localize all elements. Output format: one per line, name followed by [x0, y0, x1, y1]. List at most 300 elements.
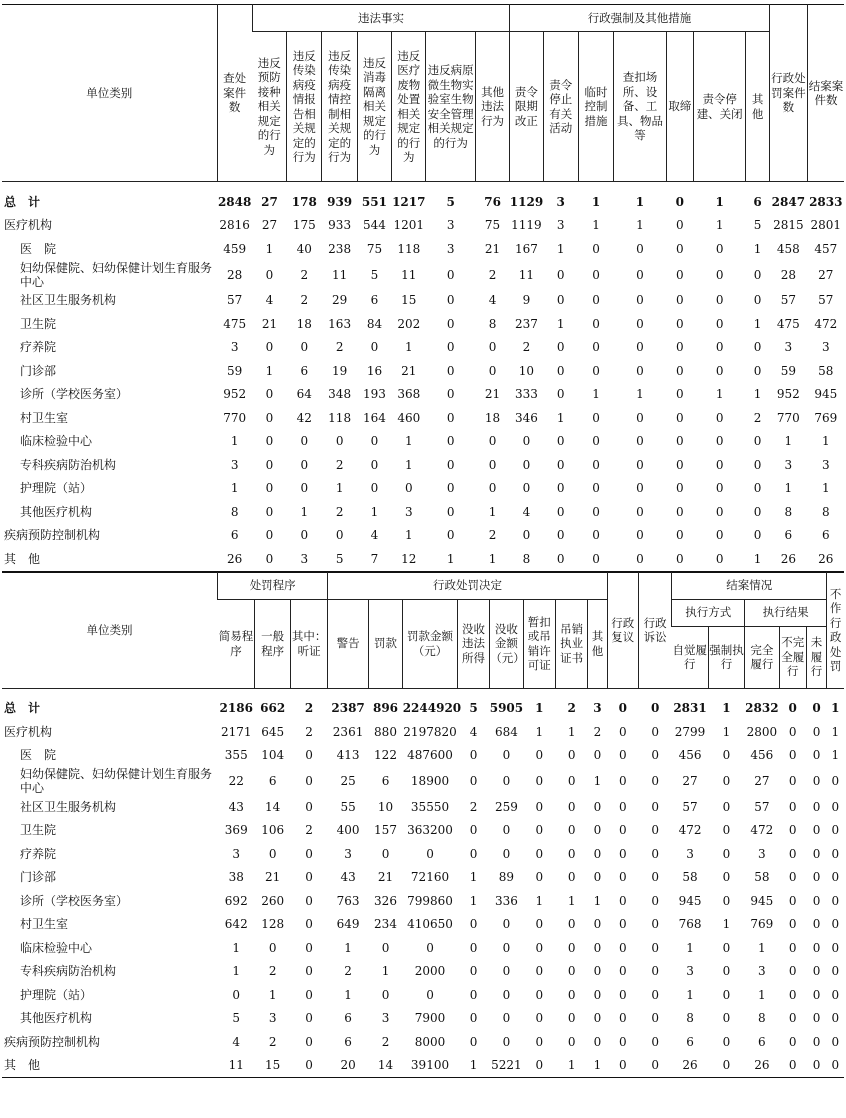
penalty-table-body — [2, 688, 844, 1078]
table-cell: 684 — [494, 724, 518, 739]
table-cell: 2 — [593, 724, 602, 739]
table-cell: 0 — [753, 481, 762, 496]
table-cell: 1 — [556, 410, 565, 425]
table-cell: 0 — [788, 799, 797, 814]
unit-header: 单位类别 — [2, 572, 218, 688]
table-cell: 0 — [676, 241, 684, 256]
table-cell: 0 — [618, 893, 627, 908]
table-cell: 1 — [567, 724, 576, 739]
table-cell: 0 — [722, 870, 731, 885]
table-cell: 0 — [252, 547, 286, 571]
table-cell: 0 — [788, 724, 797, 739]
table-row — [2, 336, 844, 360]
table-cell: 0 — [651, 917, 659, 932]
table-cell: 0 — [502, 917, 511, 932]
table-cell: 0 — [722, 799, 731, 814]
table-cell: 0 — [535, 1034, 544, 1049]
table-row — [2, 383, 844, 407]
table-cell: 10 — [518, 363, 535, 378]
table-cell: 0 — [636, 363, 644, 378]
table-cell: 333 — [514, 387, 538, 402]
table-cell: 0 — [651, 748, 659, 763]
table-cell: 1 — [555, 1054, 587, 1078]
table-cell: 260 — [261, 893, 285, 908]
table-cell: 0 — [788, 940, 797, 955]
table-cell: 0 — [831, 870, 840, 885]
table-cell: 0 — [753, 293, 762, 308]
table-row — [2, 960, 844, 984]
table-cell: 1 — [232, 940, 241, 955]
table-cell: 0 — [300, 528, 309, 543]
table-row — [2, 866, 844, 890]
table-cell: 6 — [370, 293, 379, 308]
table-cell: 3 — [268, 1011, 277, 1026]
decision-col: 没收金额（元） — [490, 599, 523, 688]
table-cell: 0 — [831, 964, 840, 979]
table-cell: 0 — [788, 701, 797, 716]
table-cell: 0 — [335, 434, 344, 449]
table-cell: 0 — [535, 964, 544, 979]
table-cell: 0 — [715, 528, 724, 543]
table-cell: 5 — [753, 218, 762, 233]
table-row — [2, 744, 844, 768]
table-cell: 1 — [593, 774, 602, 788]
table-cell: 1 — [335, 481, 344, 496]
table-cell: 1 — [592, 387, 600, 402]
table-cell: 11 — [518, 267, 535, 282]
group-exec-result: 执行结果 — [745, 599, 827, 626]
group-procedure: 处罚程序 — [218, 572, 328, 599]
table-cell: 118 — [328, 410, 352, 425]
table-cell: 22 — [228, 774, 244, 788]
table-cell: 1 — [404, 340, 413, 355]
table-cell: 59 — [227, 363, 243, 378]
table-cell: 0 — [651, 724, 659, 739]
table-cell: 0 — [556, 363, 565, 378]
col-cases: 查处案件数 — [217, 5, 252, 182]
table-cell: 0 — [693, 547, 745, 571]
table-cell: 0 — [788, 1034, 797, 1049]
table-cell: 6 — [300, 363, 309, 378]
table-cell: 1 — [722, 701, 731, 716]
table-cell: 0 — [535, 987, 544, 1002]
table-row — [2, 312, 844, 336]
table-cell: 26 — [769, 547, 807, 571]
table-cell: 0 — [651, 823, 659, 838]
table-cell: 0 — [618, 799, 627, 814]
table-cell: 1 — [344, 987, 352, 1002]
row-label: 总 计 — [4, 194, 41, 209]
table-cell: 0 — [535, 846, 544, 861]
table-cell: 0 — [676, 293, 684, 308]
violation-table-header — [2, 5, 844, 182]
table-cell: 0 — [446, 316, 455, 331]
table-cell: 0 — [446, 293, 455, 308]
table-cell: 487600 — [407, 748, 453, 763]
table-cell: 1 — [686, 940, 694, 955]
table-cell: 118 — [397, 241, 421, 256]
row-label: 社区卫生服务机构 — [20, 293, 117, 308]
table-cell: 1 — [556, 316, 565, 331]
table-cell: 1 — [230, 481, 239, 496]
table-cell: 1 — [344, 940, 352, 955]
table-cell: 0 — [676, 434, 684, 449]
table-cell: 15 — [401, 293, 417, 308]
table-cell: 259 — [494, 799, 518, 814]
table-cell: 0 — [469, 1034, 478, 1049]
table-cell: 0 — [753, 340, 762, 355]
table-cell: 1 — [535, 893, 544, 908]
table-cell: 4 — [232, 1034, 241, 1049]
table-cell: 1 — [265, 363, 274, 378]
table-cell: 0 — [488, 340, 497, 355]
table-cell: 0 — [831, 846, 840, 861]
table-cell: 5 — [322, 547, 357, 571]
table-cell: 0 — [651, 1034, 659, 1049]
table-cell: 0 — [618, 846, 627, 861]
table-cell: 0 — [788, 870, 797, 885]
table-cell: 57 — [780, 293, 796, 308]
table-cell: 0 — [812, 774, 821, 788]
procedure-col: 其中：听证 — [290, 599, 327, 688]
table-cell: 0 — [300, 457, 309, 472]
table-cell: 2848 — [217, 194, 252, 209]
table-cell: 0 — [831, 799, 840, 814]
table-cell: 0 — [370, 434, 379, 449]
table-row — [2, 547, 844, 571]
table-cell: 2197820 — [403, 724, 457, 739]
table-cell: 1 — [636, 387, 644, 402]
decision-col: 警告 — [328, 599, 368, 688]
table-cell: 0 — [446, 504, 455, 519]
table-cell: 0 — [722, 964, 731, 979]
table-cell: 0 — [831, 1034, 840, 1049]
table-cell: 2816 — [219, 218, 250, 233]
table-cell: 1 — [535, 724, 544, 739]
table-cell: 472 — [814, 316, 838, 331]
table-cell: 0 — [446, 387, 455, 402]
table-cell: 0 — [426, 987, 434, 1002]
table-cell: 5905 — [489, 701, 524, 716]
table-cell: 1 — [591, 194, 601, 209]
table-cell: 0 — [469, 964, 478, 979]
table-cell: 0 — [592, 267, 600, 282]
table-cell: 234 — [374, 917, 397, 932]
table-cell: 76 — [484, 194, 501, 209]
table-cell: 1 — [636, 218, 644, 233]
table-cell: 27 — [818, 267, 834, 282]
measure-col: 临时控制措施 — [578, 32, 613, 182]
table-cell: 2 — [268, 964, 277, 979]
table-row — [2, 524, 844, 548]
table-cell: 0 — [593, 1011, 602, 1026]
table-cell: 6 — [268, 774, 277, 788]
table-cell: 0 — [651, 940, 659, 955]
table-cell: 0 — [469, 1011, 478, 1026]
table-cell: 3 — [784, 340, 793, 355]
table-cell: 0 — [265, 481, 274, 496]
table-cell: 27 — [261, 194, 278, 209]
table-cell: 1 — [556, 241, 565, 256]
table-cell: 8000 — [414, 1034, 446, 1049]
table-cell: 6 — [686, 1034, 694, 1049]
col-litigation: 行政诉讼 — [638, 572, 671, 688]
table-cell: 0 — [636, 481, 644, 496]
table-cell: 692 — [224, 893, 248, 908]
table-cell: 1 — [758, 940, 766, 955]
table-cell: 0 — [522, 481, 531, 496]
table-cell: 4 — [469, 724, 478, 739]
table-cell: 0 — [265, 434, 274, 449]
table-cell: 2799 — [674, 724, 706, 739]
table-cell: 72160 — [410, 870, 450, 885]
table-cell: 0 — [567, 774, 576, 788]
decision-col: 暂扣或吊销许可证 — [523, 599, 555, 688]
table-cell: 0 — [753, 504, 762, 519]
table-cell: 1 — [488, 504, 497, 519]
table-cell: 75 — [366, 241, 383, 256]
table-cell: 0 — [567, 748, 576, 763]
table-cell: 0 — [788, 987, 797, 1002]
table-cell: 84 — [366, 316, 383, 331]
table-row — [2, 913, 844, 937]
exec-method-col: 自觉履行 — [672, 626, 708, 688]
table-cell: 0 — [556, 434, 565, 449]
table-cell: 5 — [469, 701, 478, 716]
table-cell: 6 — [821, 528, 830, 543]
table-cell: 0 — [715, 316, 724, 331]
table-cell: 163 — [328, 316, 352, 331]
table-cell: 0 — [722, 748, 731, 763]
table-cell: 1 — [722, 917, 731, 932]
table-cell: 128 — [261, 917, 285, 932]
table-cell: 0 — [305, 987, 313, 1002]
table-cell: 0 — [593, 870, 602, 885]
table-cell: 551 — [361, 194, 387, 209]
table-cell: 0 — [715, 410, 724, 425]
table-cell: 0 — [722, 1034, 731, 1049]
table-cell: 0 — [305, 964, 313, 979]
table-cell: 0 — [715, 293, 724, 308]
table-cell: 8 — [510, 547, 543, 571]
row-label: 门诊部 — [20, 870, 57, 885]
table-cell: 2 — [305, 724, 313, 739]
table-cell: 1 — [753, 316, 762, 331]
table-cell: 0 — [753, 267, 762, 282]
table-row — [2, 453, 844, 477]
table-cell: 368 — [397, 387, 421, 402]
table-cell: 0 — [650, 701, 660, 716]
table-cell: 0 — [556, 387, 565, 402]
table-cell: 1 — [567, 893, 576, 908]
table-cell: 456 — [750, 748, 774, 763]
table-row — [2, 795, 844, 819]
table-cell: 0 — [831, 987, 840, 1002]
table-cell: 0 — [812, 893, 821, 908]
table-cell: 3 — [821, 340, 830, 355]
table-cell: 55 — [340, 799, 356, 814]
row-label: 疗养院 — [20, 846, 57, 861]
group-violation: 违法事实 — [252, 5, 509, 32]
table-cell: 3 — [381, 1011, 390, 1026]
col-closed: 结案案件数 — [808, 5, 844, 182]
table-cell: 0 — [593, 940, 602, 955]
table-cell: 3 — [232, 846, 241, 861]
col-no-penalty: 不作行政处罚 — [827, 572, 844, 688]
table-cell: 6 — [381, 774, 390, 788]
violation-col: 违反传染病疫情报告相关规定的行为 — [287, 32, 322, 182]
table-cell: 0 — [812, 724, 821, 739]
statistics-document — [2, 4, 844, 1078]
table-cell: 0 — [831, 823, 840, 838]
table-cell: 6 — [753, 194, 762, 209]
table-cell: 0 — [788, 964, 797, 979]
row-label: 诊所（学校医务室） — [20, 387, 129, 402]
table-cell: 0 — [788, 846, 797, 861]
table-cell: 58 — [682, 870, 698, 885]
table-row — [2, 720, 844, 744]
table-cell: 0 — [502, 1011, 511, 1026]
table-cell: 167 — [514, 241, 538, 256]
table-cell: 1 — [758, 987, 766, 1002]
table-cell: 0 — [812, 823, 821, 838]
table-cell: 0 — [567, 987, 576, 1002]
table-cell: 0 — [556, 504, 565, 519]
table-cell: 945 — [678, 893, 702, 908]
table-cell: 25 — [340, 774, 356, 788]
table-cell: 0 — [523, 1054, 555, 1078]
table-cell: 0 — [556, 481, 565, 496]
table-cell: 3 — [758, 846, 766, 861]
table-cell: 346 — [514, 410, 538, 425]
table-row — [2, 237, 844, 261]
table-cell: 0 — [651, 799, 659, 814]
table-cell: 945 — [814, 387, 838, 402]
procedure-col: 简易程序 — [218, 599, 255, 688]
table-cell: 35550 — [410, 799, 450, 814]
table-cell: 0 — [488, 457, 497, 472]
table-cell: 1 — [753, 387, 762, 402]
table-cell: 0 — [305, 846, 313, 861]
table-cell: 1217 — [392, 194, 426, 209]
table-cell: 0 — [831, 1011, 840, 1026]
table-cell: 59 — [780, 363, 796, 378]
table-cell: 0 — [806, 1054, 826, 1078]
table-cell: 0 — [722, 893, 731, 908]
table-cell: 0 — [556, 457, 565, 472]
table-cell: 0 — [636, 434, 644, 449]
table-cell: 0 — [300, 481, 309, 496]
table-cell: 1 — [370, 504, 379, 519]
table-cell: 0 — [651, 964, 659, 979]
table-cell: 0 — [232, 987, 241, 1002]
table-row — [2, 289, 844, 313]
table-cell: 2 — [300, 293, 309, 308]
table-cell: 0 — [592, 340, 600, 355]
table-cell: 763 — [336, 893, 360, 908]
table-cell: 0 — [812, 701, 821, 716]
table-cell: 458 — [776, 241, 800, 256]
table-cell: 0 — [593, 823, 602, 838]
table-cell: 2 — [381, 1034, 390, 1049]
table-cell: 18900 — [410, 774, 450, 788]
table-cell: 15 — [255, 1054, 290, 1078]
table-row — [2, 359, 844, 383]
table-cell: 0 — [426, 940, 434, 955]
row-label: 村卫生室 — [20, 410, 69, 425]
table-cell: 2831 — [673, 701, 707, 716]
table-cell: 0 — [618, 964, 627, 979]
decision-col: 罚款 — [368, 599, 402, 688]
table-cell: 0 — [370, 340, 379, 355]
row-label: 疗养院 — [20, 340, 57, 355]
table-cell: 1 — [722, 724, 731, 739]
decision-col: 罚款金额（元） — [403, 599, 458, 688]
table-cell: 0 — [788, 774, 797, 788]
table-cell: 0 — [535, 940, 544, 955]
table-cell: 0 — [305, 940, 313, 955]
table-cell: 6 — [230, 528, 239, 543]
table-cell: 0 — [779, 1054, 806, 1078]
table-cell: 3 — [230, 340, 239, 355]
table-cell: 0 — [636, 340, 644, 355]
table-cell: 0 — [446, 410, 455, 425]
table-cell: 26 — [745, 1054, 779, 1078]
measure-col: 责令停止有关活动 — [543, 32, 578, 182]
table-cell: 0 — [651, 987, 659, 1002]
table-cell: 27 — [261, 218, 278, 233]
table-cell: 0 — [593, 799, 602, 814]
table-cell: 0 — [488, 434, 497, 449]
table-cell: 0 — [722, 823, 731, 838]
table-cell: 0 — [567, 1011, 576, 1026]
table-cell: 2 — [344, 964, 352, 979]
table-cell: 6 — [344, 1011, 352, 1026]
table-cell: 0 — [305, 774, 313, 788]
table-cell: 0 — [446, 267, 455, 282]
table-cell: 1119 — [511, 218, 542, 233]
row-label: 专科疾病防治机构 — [20, 964, 117, 979]
table-cell: 3 — [556, 218, 565, 233]
table-cell: 0 — [535, 1011, 544, 1026]
table-row — [2, 1030, 844, 1054]
table-cell: 0 — [753, 457, 762, 472]
table-cell: 945 — [750, 893, 774, 908]
table-cell: 0 — [715, 340, 724, 355]
decision-col: 吊销执业证书 — [555, 599, 587, 688]
table-cell: 0 — [722, 940, 731, 955]
table-cell: 0 — [618, 917, 627, 932]
table-cell: 355 — [224, 748, 248, 763]
measure-col: 责令限期改正 — [510, 32, 543, 182]
table-cell: 18 — [296, 316, 312, 331]
table-cell: 0 — [469, 940, 478, 955]
table-cell: 1 — [404, 457, 413, 472]
exec-result-col: 未履行 — [806, 626, 826, 688]
table-cell: 0 — [543, 547, 578, 571]
table-cell: 0 — [715, 457, 724, 472]
table-cell: 21 — [401, 363, 417, 378]
table-cell: 645 — [261, 724, 285, 739]
table-cell: 544 — [363, 218, 386, 233]
table-cell: 20 — [328, 1054, 368, 1078]
table-cell: 106 — [261, 823, 285, 838]
col-penalty: 行政处罚案件数 — [769, 5, 807, 182]
table-cell: 3 — [446, 218, 455, 233]
table-cell: 11 — [401, 267, 417, 282]
table-cell: 0 — [265, 387, 274, 402]
table-cell: 3 — [758, 964, 766, 979]
